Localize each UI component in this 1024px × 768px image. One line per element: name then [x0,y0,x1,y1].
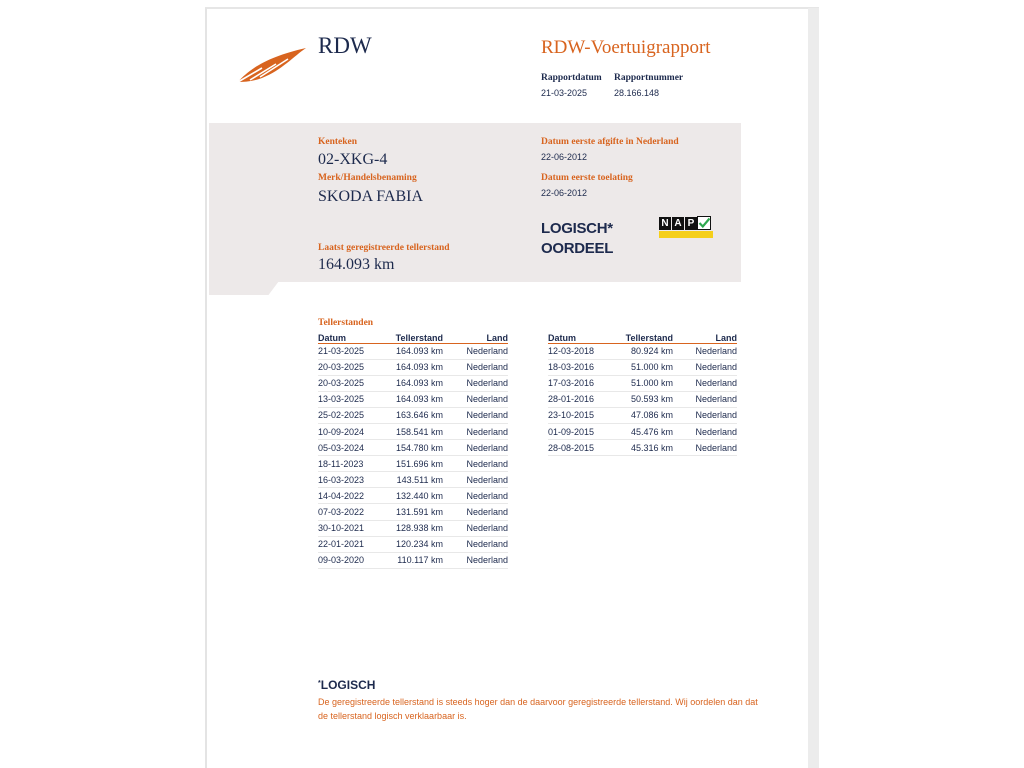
odometer-table-left [318,332,508,569]
last-odo-label: Laatst geregistreerde tellerstand [318,243,450,253]
check-icon [697,216,711,230]
cell-country: Nederland [443,375,508,391]
table-row [548,343,737,359]
cell-country: Nederland [443,520,508,536]
table-row [548,375,737,391]
cell-country: Nederland [673,359,737,375]
table-row [318,536,508,552]
table-row [318,440,508,456]
cell-country: Nederland [673,375,737,391]
verdict-line-1: LOGISCH* [541,220,613,237]
cell-date: 23-10-2015 [548,407,612,423]
cell-country: Nederland [443,391,508,407]
header-date: Datum [548,332,612,343]
cell-odometer: 80.924 km [612,343,673,359]
cell-odometer: 45.316 km [612,440,673,456]
cell-date: 13-03-2025 [318,391,382,407]
cell-odometer: 51.000 km [612,375,673,391]
verdict-line-2: OORDEEL [541,240,614,257]
cell-odometer: 131.591 km [382,504,443,520]
panel-tab [209,281,279,295]
table-row [318,456,508,472]
nap-letter-a: A [672,217,684,230]
header-odometer: Tellerstand [612,332,673,343]
page-left-edge [205,8,207,768]
cell-country: Nederland [673,440,737,456]
first-registration-nl-value: 22-06-2012 [541,152,588,162]
table-row [318,520,508,536]
cell-country: Nederland [443,343,508,359]
cell-odometer: 154.780 km [382,440,443,456]
cell-odometer: 164.093 km [382,391,443,407]
table-row [318,472,508,488]
table-row [318,343,508,359]
table-header-row [318,332,508,343]
table-header-row [548,332,737,343]
rdw-logo-icon [236,46,308,86]
cell-country: Nederland [443,440,508,456]
table-row [318,552,508,568]
cell-country: Nederland [443,359,508,375]
cell-odometer: 128.938 km [382,520,443,536]
make-value: SKODA FABIA [318,188,424,205]
cell-date: 07-03-2022 [318,504,382,520]
cell-country: Nederland [443,536,508,552]
header-date: Datum [318,332,382,343]
first-admission-value: 22-06-2012 [541,188,588,198]
cell-odometer: 158.541 km [382,423,443,439]
table-row [548,391,737,407]
cell-odometer: 47.086 km [612,407,673,423]
cell-odometer: 163.646 km [382,407,443,423]
cell-date: 09-03-2020 [318,552,382,568]
cell-date: 22-01-2021 [318,536,382,552]
footnote-text: De geregistreerde tellerstand is steeds hoger dan de daarvoor geregistreerde tellerstand. Wij oordelen dan dat de tellerstand logisch verklaarbaar is. [318,697,758,721]
plate-value: 02-XKG-4 [318,151,388,168]
cell-date: 10-09-2024 [318,423,382,439]
table-row [318,504,508,520]
cell-date: 18-11-2023 [318,456,382,472]
header-country: Land [673,332,737,343]
cell-odometer: 151.696 km [382,456,443,472]
cell-country: Nederland [673,423,737,439]
table-row [318,359,508,375]
cell-country: Nederland [443,488,508,504]
cell-odometer: 51.000 km [612,359,673,375]
footnote-title [318,678,375,692]
table-row [318,375,508,391]
cell-date: 28-08-2015 [548,440,612,456]
first-registration-nl-label: Datum eerste afgifte in Nederland [541,137,679,147]
cell-date: 01-09-2015 [548,423,612,439]
report-date-value: 21-03-2025 [541,88,588,98]
table-row [318,488,508,504]
table-row [548,423,737,439]
header-country: Land [443,332,508,343]
odometer-table-right [548,332,737,456]
cell-odometer: 164.093 km [382,375,443,391]
cell-date: 14-04-2022 [318,488,382,504]
nap-letter-p: P [685,217,697,230]
cell-country: Nederland [443,423,508,439]
cell-country: Nederland [443,407,508,423]
cell-date: 18-03-2016 [548,359,612,375]
report-title: RDW-Voertuigrapport [541,37,711,58]
cell-country: Nederland [443,472,508,488]
nap-color-bar [659,231,713,238]
cell-date: 21-03-2025 [318,343,382,359]
table-row [548,407,737,423]
cell-country: Nederland [673,407,737,423]
cell-country: Nederland [443,504,508,520]
footnote-title-text: LOGISCH [320,678,376,692]
cell-date: 25-02-2025 [318,407,382,423]
cell-odometer: 50.593 km [612,391,673,407]
cell-date: 30-10-2021 [318,520,382,536]
report-date-label: Rapportdatum [541,73,602,83]
cell-odometer: 164.093 km [382,359,443,375]
cell-date: 20-03-2025 [318,375,382,391]
report-number-value: 28.166.148 [614,88,660,98]
cell-date: 20-03-2025 [318,359,382,375]
odometer-section-title: Tellerstanden [318,318,374,328]
footnote-marker: * [318,680,321,687]
table-row [318,407,508,423]
cell-country: Nederland [443,456,508,472]
cell-odometer: 45.476 km [612,423,673,439]
table-row [548,440,737,456]
table-row [548,359,737,375]
cell-odometer: 110.117 km [382,552,443,568]
plate-label: Kenteken [318,137,358,147]
cell-odometer: 120.234 km [382,536,443,552]
first-admission-label: Datum eerste toelating [541,173,633,183]
table-row [318,423,508,439]
brand-name: RDW [318,33,372,58]
cell-odometer: 164.093 km [382,343,443,359]
cell-date: 16-03-2023 [318,472,382,488]
odometer-verdict [541,219,613,259]
cell-odometer: 132.440 km [382,488,443,504]
cell-date: 17-03-2016 [548,375,612,391]
nap-letter-n: N [659,217,671,230]
cell-country: Nederland [443,552,508,568]
page-top-edge [205,7,819,9]
cell-odometer: 143.511 km [382,472,443,488]
header-odometer: Tellerstand [382,332,443,343]
cell-date: 28-01-2016 [548,391,612,407]
table-row [318,391,508,407]
page-right-edge [808,8,819,768]
report-number-label: Rapportnummer [614,73,684,83]
cell-country: Nederland [673,391,737,407]
cell-country: Nederland [673,343,737,359]
make-label: Merk/Handelsbenaming [318,173,417,183]
last-odo-value: 164.093 km [318,256,395,273]
cell-date: 12-03-2018 [548,343,612,359]
cell-date: 05-03-2024 [318,440,382,456]
